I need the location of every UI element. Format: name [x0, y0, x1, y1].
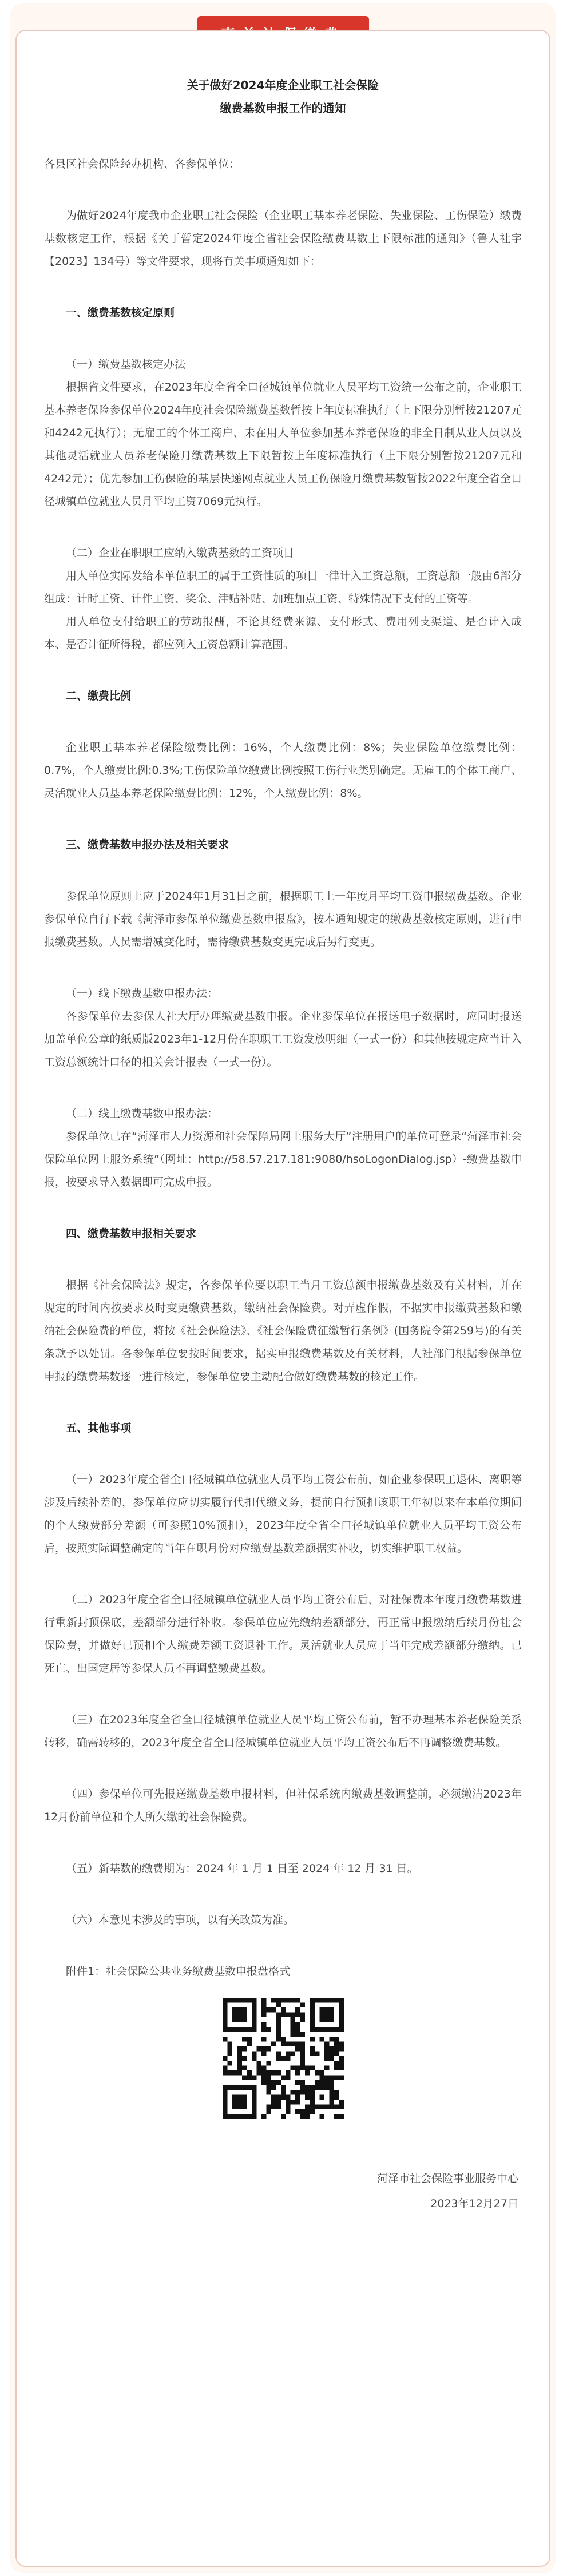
notice-sections	[44, 273, 522, 1931]
body-paragraph: 各参保单位去参保人社大厅办理缴费基数申报。企业参保单位在报送电子数据时，应同时报送加盖单位公章的纸质版2023年1-12月份在职职工工资发放明细（一式一份）和其他按规定应当计入工资总额统计口径的相关会计报表（一式一份）。	[44, 1010, 522, 1068]
attachment-label[interactable]: 附件1：社会保险公共业务缴费基数申报盘格式	[66, 1965, 291, 1978]
section-heading: 一、缴费基数核定原则	[66, 307, 175, 319]
body-paragraph: （五）新基数的缴费期为：2024 年 1 月 1 日至 2024 年 12 月 31 日。	[66, 1862, 418, 1875]
body-paragraph: 用人单位实际发给本单位职工的属于工资性质的项目一律计入工资总额，工资总额一般由6部分组成：计时工资、计件工资、奖金、津贴补贴、加班加点工资、特殊情况下支付的工资等。	[44, 570, 522, 605]
qr-code-wrap	[44, 1998, 522, 2127]
section-heading: 二、缴费比例	[66, 690, 132, 702]
body-paragraph: 参保单位已在“菏泽市人力资源和社会保障局网上服务大厅”注册用户的单位可登录“菏泽市社会保险单位网上服务系统”（网址：http://58.57.217.181:9080/hsoLogonDialog.jsp）-缴费基数申报，按要求导入数据即可完成申报。	[44, 1130, 522, 1188]
notice-title-line2: 缴费基数申报工作的通知	[220, 101, 346, 115]
qr-code-graphic	[223, 1998, 344, 2119]
subsection-heading: （一）缴费基数核定办法	[66, 358, 186, 371]
notice-content	[44, 74, 522, 2215]
notice-title-line1: 关于做好2024年度企业职工社会保险	[187, 78, 379, 92]
subsection-heading: （一）线下缴费基数申报办法：	[66, 987, 219, 1000]
qr-code-icon[interactable]	[223, 1998, 344, 2119]
body-paragraph: （六）本意见未涉及的事项，以有关政策为准。	[66, 1914, 295, 1926]
body-paragraph: （二）2023年度全省全口径城镇单位就业人员平均工资公布后，对社保费本年度月缴费基数进行重新封顶保底，差额部分进行补收。参保单位应先缴纳差额部分，再正常申报缴纳后续月份社会保险费，并做好已预扣个人缴费差额工资退补工作。灵活就业人员应于当年完成差额部分缴纳。已死亡、出国定居等参保人员不再调整缴费基数。	[44, 1593, 522, 1675]
body-paragraph: （一）2023年度全省全口径城镇单位就业人员平均工资公布前，如企业参保职工退休、离职等涉及后续补差的，参保单位应切实履行代扣代缴义务，提前自行预扣该职工年初以来在本单位期间的个人缴费部分差额（可参照10%预扣），2023年度全省全口径城镇单位就业人员平均工资公布后，按照实际调整确定的当年在职月份对应缴费基数差额据实补收，切实维护职工权益。	[44, 1473, 522, 1555]
body-paragraph: （三）在2023年度全省全口径城镇单位就业人员平均工资公布前，暂不办理基本养老保险关系转移，确需转移的，2023年度全省全口径城镇单位就业人员平均工资公布后不再调整缴费基数。	[44, 1714, 522, 1749]
body-paragraph: 用人单位支付给职工的劳动报酬，不论其经费来源、支付形式、费用列支渠道、是否计入成本、是否计征所得税，都应列入工资总额计算范围。	[44, 615, 522, 651]
section-heading: 五、其他事项	[66, 1422, 132, 1434]
body-paragraph: 参保单位原则上应于2024年1月31日之前，根据职工上一年度月平均工资申报缴费基数。企业参保单位自行下载《菏泽市参保单位缴费基数申报盘》，按本通知规定的缴费基数核定原则，进行申报缴费基数。人员需增减变化时，需待缴费基数变更完成后另行变更。	[44, 890, 522, 948]
body-paragraph: 根据《社会保险法》规定，各参保单位要以职工当月工资总额申报缴费基数及有关材料，并在规定的时间内按要求及时变更缴费基数，缴纳社会保险费。对弄虚作假，不据实申报缴费基数和缴纳社会保险费的单位，将按《社会保险法》、《社会保险费征缴暂行条例》(国务院令第259号)的有关条款予以处罚。各参保单位要按时间要求，据实申报缴费基数及有关材料，人社部门根据参保单位申报的缴费基数逐一进行核定，参保单位要主动配合做好缴费基数的核定工作。	[44, 1279, 522, 1383]
salutation: 各县区社会保险经办机构、各参保单位：	[44, 158, 240, 170]
subsection-heading: （二）线上缴费基数申报办法：	[66, 1107, 219, 1120]
notice-card	[15, 30, 550, 2567]
body-paragraph: 企业职工基本养老保险缴费比例：16%，个人缴费比例：8%；失业保险单位缴费比例：0.7%，个人缴费比例:0.3%;工伤保险单位缴费比例按照工伤行业类别确定。无雇工的个体工商户、灵活就业人员基本养老保险缴费比例：12%，个人缴费比例：8%。	[44, 741, 522, 800]
section-heading: 四、缴费基数申报相关要求	[66, 1227, 197, 1240]
body-paragraph: 根据省文件要求，在2023年度全省全口径城镇单位就业人员平均工资统一公布之前，企业职工基本养老保险参保单位2024年度社会保险缴费基数暂按上年度标准执行（上下限分别暂按21207元和4242元执行）；无雇工的个体工商户、未在用人单位参加基本养老保险的非全日制从业人员以及其他灵活就业人员养老保险月缴费基数上下限暂按上年度标准执行（上下限分别暂按21207元和4242元）；优先参加工伤保险的基层快递网点就业人员工伤保险月缴费基数暂按2022年度全省全口径城镇单位就业人员月平均工资7069元执行。	[44, 381, 522, 508]
signature-date: 2023年12月27日	[430, 2197, 518, 2210]
subsection-heading: （二）企业在职职工应纳入缴费基数的工资项目	[66, 547, 295, 559]
signature-org: 菏泽市社会保险事业服务中心	[376, 2172, 518, 2185]
section-heading: 三、缴费基数申报办法及相关要求	[66, 838, 229, 851]
intro-paragraph: 为做好2024年度我市企业职工社会保险（企业职工基本养老保险、失业保险、工伤保险）缴费基数核定工作，根据《关于暂定2024年度全省社会保险缴费基数上下限标准的通知》（鲁人社字【2023】134号）等文件要求，现将有关事项通知如下：	[44, 209, 522, 268]
body-paragraph: （四）参保单位可先报送缴费基数申报材料，但社保系统内缴费基数调整前，必须缴清2023年12月份前单位和个人所欠缴的社会保险费。	[44, 1788, 522, 1823]
notice-frame	[10, 3, 556, 2573]
